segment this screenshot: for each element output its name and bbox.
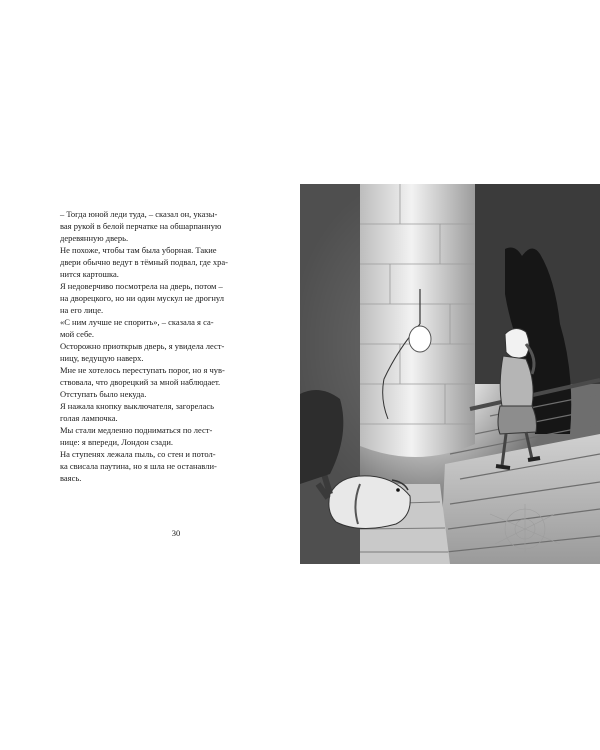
illustration <box>300 184 600 564</box>
stone-pillar <box>360 184 475 457</box>
text-column <box>60 208 292 484</box>
paragraph: Мы стали медленно подниматься по лест- нице: я впереди, Лондон сзади. <box>60 425 213 447</box>
paragraph: Осторожно приоткрыв дверь, я увидела лест- ницу, ведущую наверх. <box>60 341 225 363</box>
staircase-scene <box>300 184 600 564</box>
paragraph: «С ним лучше не спорить», – сказала я са- мой себе. <box>60 317 214 339</box>
paragraph: Не похоже, чтобы там была уборная. Такие двери обычно ведут в тёмный подвал, где хра- нится картошка. <box>60 245 228 279</box>
paragraph: Мне не хотелось переступать порог, но я чув- ствовала, что дворецкий за мной наблюдает. Отступать было некуда. <box>60 365 225 399</box>
paragraph: Я нажала кнопку выключателя, загорелась голая лампочка. <box>60 401 215 423</box>
paragraph: Я недоверчиво посмотрела на дверь, потом – на дворецкого, но ни один мускул не дрогнул на его лице. <box>60 281 225 315</box>
paragraph: – Тогда юной леди туда, – сказал он, указы- вая рукой в белой перчатке на обшарпанную деревянную дверь. <box>60 209 222 243</box>
light-bulb-icon <box>409 326 431 352</box>
page-number: 30 <box>171 528 181 538</box>
paragraph: На ступенях лежала пыль, со стен и потол- ка свисала паутина, но я шла не останавли- ваясь. <box>60 449 217 483</box>
